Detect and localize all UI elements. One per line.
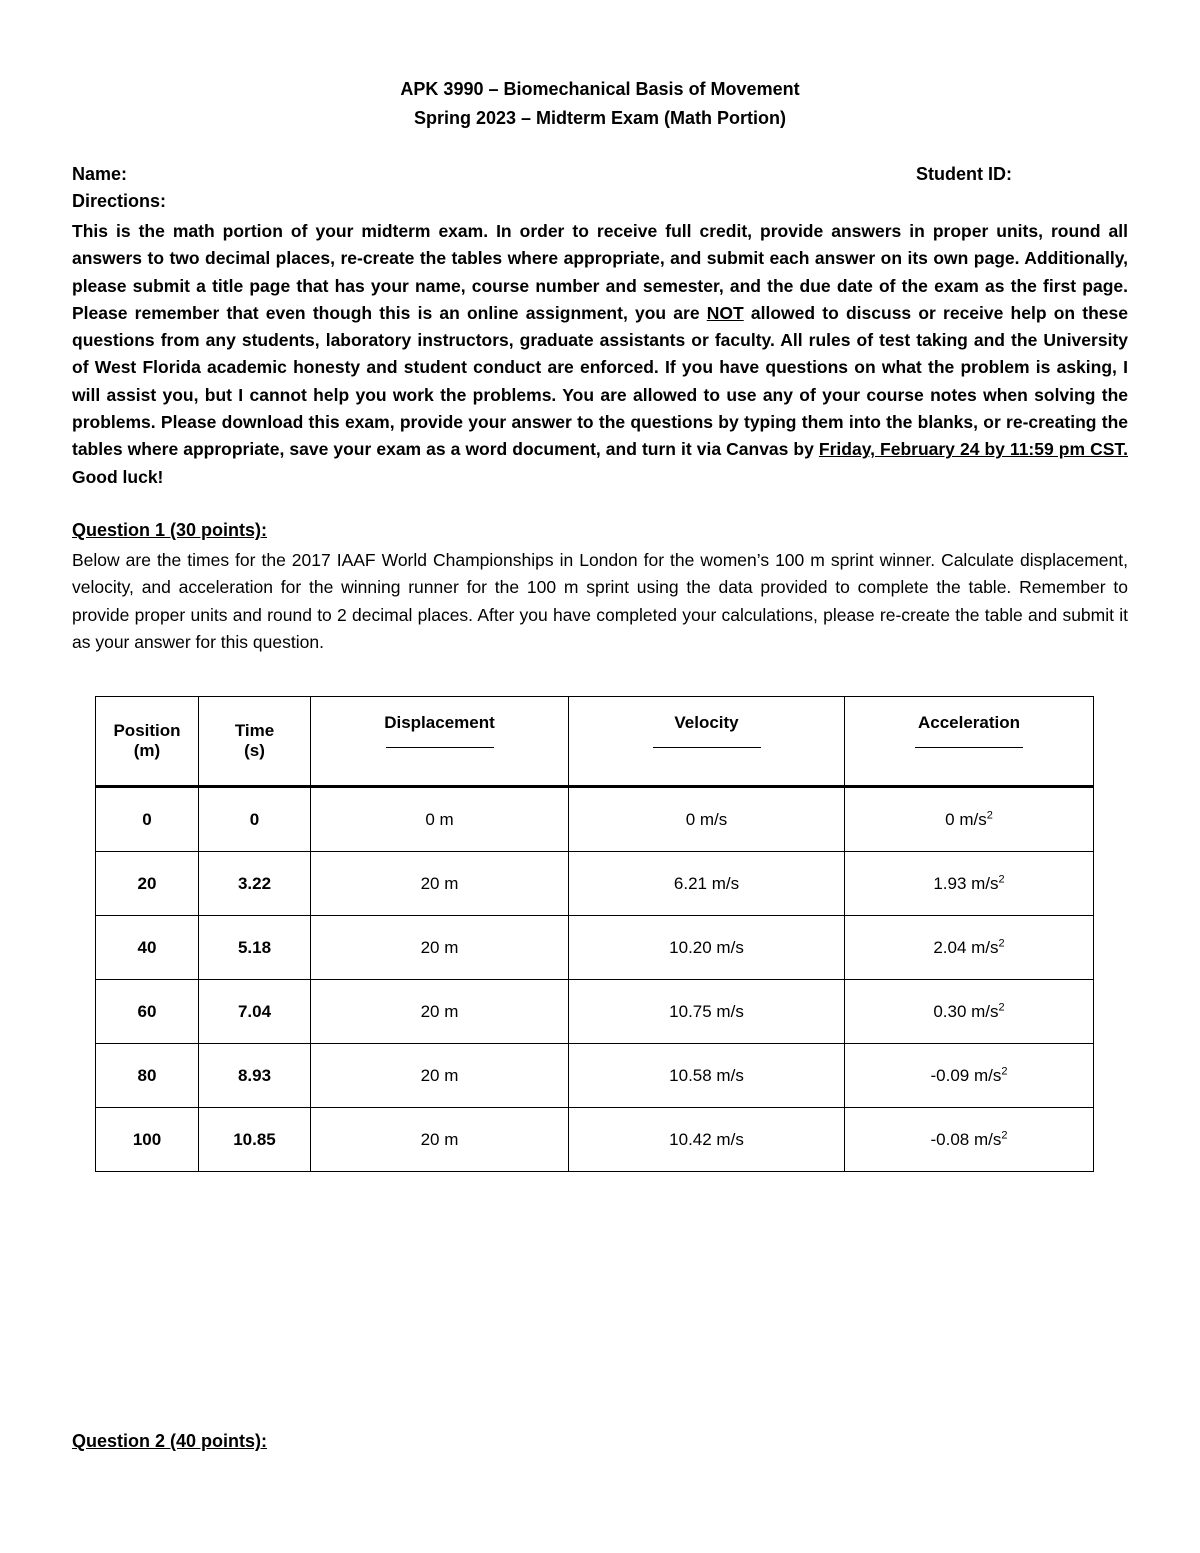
acceleration-value: 1.93 m/s — [933, 873, 999, 893]
time-cell: 8.93 — [199, 1044, 311, 1108]
header-time-unit: (s) — [244, 741, 265, 760]
time-cell: 10.85 — [199, 1108, 311, 1172]
displacement-cell: 20 m — [311, 916, 569, 980]
acceleration-value: 0 m/s — [945, 809, 987, 829]
acceleration-cell — [845, 916, 1094, 980]
header-time-label: Time — [234, 721, 275, 740]
position-cell: 100 — [96, 1108, 199, 1172]
acceleration-exponent: 2 — [998, 936, 1005, 949]
directions-part1: This is the math portion of your midterm exam. In order to receive full credit, provide answers in proper units, round all answers to two decimal places, re-create the tables where appropriate, and submit each answer on its own page. Additionally, please submit a title page that has your name, course number and semester, and the due date of the exam as the first page. Please remember that even though this is an online assignment, you are — [72, 221, 1128, 323]
due-date: Friday, February 24 by 11:59 pm CST. — [818, 439, 1128, 460]
position-cell: 60 — [96, 980, 199, 1044]
acceleration-exponent: 2 — [1001, 1128, 1008, 1141]
student-id-label: Student ID: — [916, 164, 1012, 184]
acceleration-value: -0.09 m/s — [930, 1065, 1002, 1085]
acceleration-exponent: 2 — [1001, 1064, 1008, 1077]
directions-text — [72, 218, 1128, 491]
velocity-cell: 10.58 m/s — [569, 1044, 845, 1108]
displacement-cell: 20 m — [311, 852, 569, 916]
header-position — [96, 697, 199, 787]
acceleration-cell — [845, 787, 1094, 852]
table-row — [96, 980, 1094, 1044]
position-cell: 40 — [96, 916, 199, 980]
table-header-row — [96, 697, 1094, 787]
header-acceleration-label: Acceleration — [917, 712, 1021, 732]
velocity-cell: 6.21 m/s — [569, 852, 845, 916]
name-label: Name: — [72, 164, 128, 184]
time-cell: 3.22 — [199, 852, 311, 916]
acceleration-value: -0.08 m/s — [930, 1129, 1002, 1149]
directions-part3: Good luck! — [72, 466, 164, 487]
header-velocity — [569, 697, 845, 787]
header-displacement-label: Displacement — [384, 712, 495, 732]
acceleration-unit-blank — [915, 747, 1023, 748]
directions-part2: allowed to discuss or receive help on these questions from any students, laboratory instructors, graduate assistants or faculty. All rules of test taking and the University of West Florida academic honesty and student conduct are enforced. If you have questions on what the problem is asking, I will assist you, but I cannot help you work the problems. You are allowed to use any of your course notes when solving the problems. Please download this exam, provide your answer to the questions by typing them into the blanks, or re-creating the tables where appropriate, save your exam as a word document, and turn it via Canvas by — [72, 302, 1129, 460]
velocity-cell: 0 m/s — [569, 787, 845, 852]
table-row — [96, 787, 1094, 852]
question-2-heading: Question 2 (40 points): — [72, 1431, 268, 1451]
sprint-data-table — [95, 696, 1094, 1172]
velocity-cell: 10.42 m/s — [569, 1108, 845, 1172]
acceleration-exponent: 2 — [998, 872, 1005, 885]
position-cell: 20 — [96, 852, 199, 916]
question-1-text: Below are the times for the 2017 IAAF World Championships in London for the women’s 100 m sprint winner. Calculate displacement, velocity, and acceleration for the winning runner for the 100 m sprint using the data provided to complete the table. Remember to provide proper units and round to 2 decimal places. After you have completed your calculations, please re-create the table and submit it as your answer for this question. — [72, 550, 1128, 652]
header-velocity-label: Velocity — [674, 712, 739, 732]
displacement-cell: 20 m — [311, 1108, 569, 1172]
acceleration-exponent: 2 — [986, 808, 993, 821]
not-emphasis: NOT — [706, 302, 744, 323]
acceleration-cell — [845, 1044, 1094, 1108]
velocity-cell: 10.20 m/s — [569, 916, 845, 980]
table-row — [96, 1044, 1094, 1108]
displacement-unit-blank — [386, 747, 494, 748]
directions-label: Directions: — [72, 191, 167, 211]
question-1-heading: Question 1 (30 points): — [72, 520, 268, 540]
header-displacement — [311, 697, 569, 787]
exam-title: Spring 2023 – Midterm Exam (Math Portion) — [413, 108, 787, 128]
position-cell: 0 — [96, 787, 199, 852]
acceleration-cell — [845, 1108, 1094, 1172]
table-row — [96, 1108, 1094, 1172]
time-cell: 0 — [199, 787, 311, 852]
displacement-cell: 20 m — [311, 1044, 569, 1108]
velocity-cell: 10.75 m/s — [569, 980, 845, 1044]
time-cell: 7.04 — [199, 980, 311, 1044]
table-row — [96, 916, 1094, 980]
header-position-label: Position — [113, 721, 181, 740]
header-position-unit: (m) — [133, 741, 161, 760]
acceleration-cell — [845, 980, 1094, 1044]
course-title: APK 3990 – Biomechanical Basis of Movement — [400, 79, 800, 99]
acceleration-exponent: 2 — [998, 1000, 1005, 1013]
acceleration-value: 2.04 m/s — [933, 937, 999, 957]
displacement-cell: 20 m — [311, 980, 569, 1044]
position-cell: 80 — [96, 1044, 199, 1108]
header-acceleration — [845, 697, 1094, 787]
header-time — [199, 697, 311, 787]
acceleration-value: 0.30 m/s — [933, 1001, 999, 1021]
displacement-cell: 0 m — [311, 787, 569, 852]
velocity-unit-blank — [653, 747, 761, 748]
table-row — [96, 852, 1094, 916]
time-cell: 5.18 — [199, 916, 311, 980]
acceleration-cell — [845, 852, 1094, 916]
